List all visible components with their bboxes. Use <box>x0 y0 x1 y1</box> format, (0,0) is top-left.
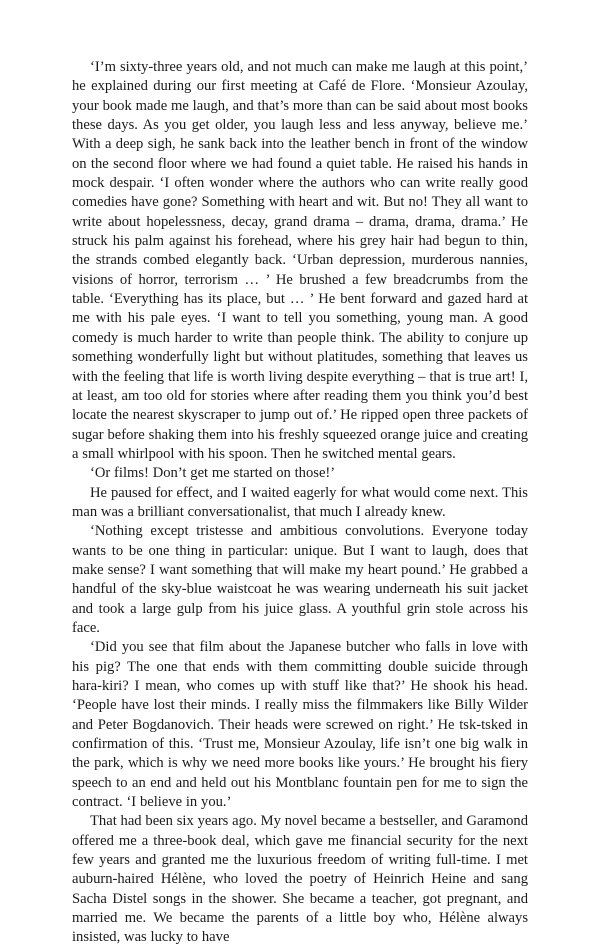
paragraph: He paused for effect, and I waited eagerly for what would come next. This man was a brilliant conversationalist, that much I already knew. <box>72 484 528 520</box>
page-text-body <box>72 58 528 948</box>
paragraph: ‘Or films! Don’t get me started on those!’ <box>90 465 336 482</box>
paragraph: ‘I’m sixty-three years old, and not much can make me laugh at this point,’ he explained during our first meeting at Café de Flore. ‘Monsieur Azoulay, your book made me laugh, and that’s more than can be said about most books these days. As you get older, you laugh less and less anyway, believe me.’ With a deep sigh, he sank back into the leather bench in front of the window on the second floor where we had found a quiet table. He raised his hands in mock despair. ‘I often wonder where the authors who can write really good comedies have gone? Something with heart and wit. But no! They all want to write about hopelessness, decay, grand drama – drama, drama, drama.’ He struck his palm against his forehead, where his grey hair had begun to thin, the strands combed elegantly back. ‘Urban depression, murderous nannies, visions of horror, terrorism … ’ He brushed a few breadcrumbs from the table. ‘Everything has its place, but … ’ He bent forward and gazed hard at me with his pale eyes. ‘I want to tell you something, young man. A good comedy is much harder to write than people think. The ability to conjure up something wonderfully light but without platitudes, something that leaves us with the feeling that life is worth living despite everything – that is true art! I, at least, am too old for stories where after reading them you think you’d best locate the nearest skyscraper to jump out of.’ He ripped open three packets of sugar before shaking them into his freshly squeezed orange juice and creating a small whirlpool with his spoon. Then he switched mental gears. <box>72 59 528 462</box>
paragraph: ‘Did you see that film about the Japanese butcher who falls in love with his pig? The one that ends with them committing double suicide through hara-kiri? I mean, who comes up with stuff like that?’ He shook his head. ‘People have lost their minds. I really miss the filmmakers like Billy Wilder and Peter Bogdanovich. Their heads were screwed on right.’ He tsk-tsked in confirmation of this. ‘Trust me, Monsieur Azoulay, life isn’t one big walk in the park, which is why we need more books like yours.’ He brought his fiery speech to an end and held out his Montblanc fountain pen for me to sign the contract. ‘I believe in you.’ <box>72 639 528 811</box>
paragraph: ‘Nothing except tristesse and ambitious convolutions. Everyone today wants to be one thing in particular: unique. But I want to laugh, does that make sense? I want something that will make my heart pound.’ He grabbed a handful of the sky-blue waistcoat he was wearing underneath his suit jacket and took a large gulp from his juice glass. A youthful grin stole across his face. <box>72 523 528 636</box>
paragraph: That had been six years ago. My novel became a bestseller, and Garamond offered me a three-book deal, which gave me financial security for the next few years and granted me the luxurious freedom of writing full-time. I met auburn-haired Hélène, who loved the poetry of Heinrich Heine and sang Sacha Distel songs in the shower. She became a teacher, got pregnant, and married me. We became the parents of a little boy who, Hélène always insisted, was lucky to have <box>72 813 529 946</box>
